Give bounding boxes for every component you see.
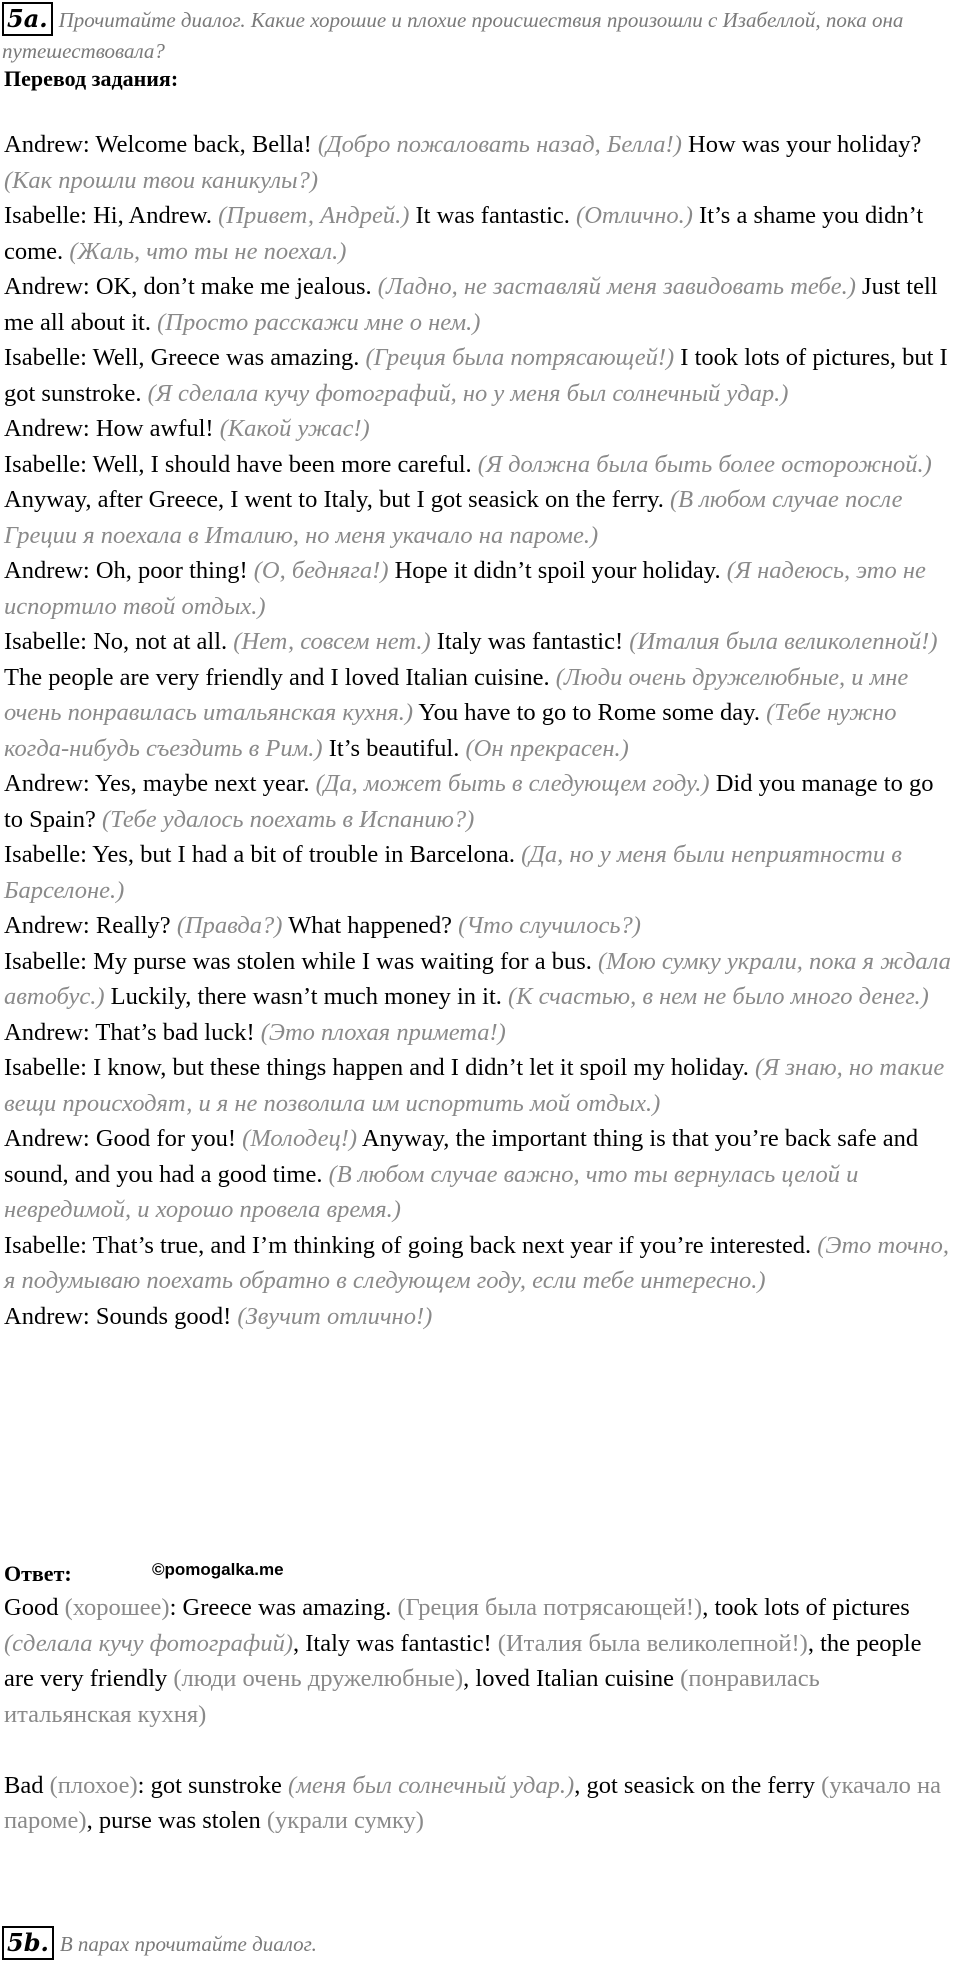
dialog-line: [4, 269, 952, 340]
english-text: Andrew: Oh, poor thing!: [4, 557, 254, 584]
answer-bad-paragraph: [4, 1768, 952, 1839]
dialog-line: [4, 944, 952, 1015]
english-text: Italy was fantastic!: [430, 628, 630, 655]
task-5a-header: [2, 2, 952, 66]
russian-translation: (Он прекрасен.): [465, 734, 629, 762]
russian-translation: (В любом случае важно, что ты вернулась целой и невредимой, и хорошо провела время.): [4, 1160, 859, 1223]
english-text: Isabelle: I know, but these things happen and I didn’t let it spoil my holiday.: [4, 1054, 755, 1081]
task-number-badge: 5a.: [2, 2, 53, 36]
russian-translation: (Да, но у меня были неприятности в Барселоне.): [4, 841, 902, 904]
english-text: It’s beautiful.: [322, 734, 466, 762]
russian-translation: (Греция была потрясающей!): [365, 344, 675, 371]
english-text: Isabelle: My purse was stolen while I was waiting for a bus.: [4, 947, 598, 975]
russian-translation: (Тебе удалось поехать в Испанию?): [102, 805, 475, 833]
russian-translation: (Италия была великолепной!): [497, 1629, 808, 1657]
english-text: : got sunstroke: [137, 1771, 289, 1799]
russian-translation: (Греция была потрясающей!): [397, 1594, 703, 1621]
english-text: Andrew: That’s bad luck!: [4, 1018, 261, 1046]
russian-translation: (Это точно, я подумываю поехать обратно в следующем году, если тебе интересно.): [4, 1231, 950, 1294]
english-text: Andrew: Sounds good!: [4, 1302, 238, 1330]
russian-translation: (Добро пожаловать назад, Белла!): [317, 131, 682, 158]
dialog-line: [4, 447, 952, 554]
answer-heading: Ответ:: [4, 1561, 72, 1586]
english-text: Luckily, there wasn’t much money in it.: [104, 983, 509, 1010]
english-text: Anyway, the important thing is that you’re back safe and sound, and you had a good time.: [4, 1125, 919, 1188]
english-text: I took lots of pictures, but I got sunstroke.: [4, 344, 948, 407]
english-text: How was your holiday?: [681, 131, 922, 158]
russian-translation: (плохое): [49, 1771, 138, 1799]
dialog-line: [4, 1121, 952, 1228]
watermark: ©pomogalka.me: [152, 1560, 284, 1579]
russian-translation: (сделала кучу фотографий): [4, 1629, 293, 1657]
dialog-line: [4, 411, 952, 447]
dialog-line: [4, 1228, 952, 1299]
russian-translation: (люди очень дружелюбные): [173, 1665, 464, 1692]
english-text: : Greece was amazing.: [169, 1594, 398, 1621]
russian-translation: (Я знаю, но такие вещи происходят, и я не позволила им испортить мой отдых.): [4, 1054, 945, 1117]
answer-spacer: [4, 1732, 952, 1768]
russian-translation: (Какой ужас!): [219, 415, 370, 442]
english-text: Andrew: Yes, maybe next year.: [4, 770, 316, 797]
dialog-line: [4, 624, 952, 766]
english-text: Isabelle: Hi, Andrew.: [4, 202, 219, 229]
russian-translation: (Жаль, что ты не поехал.): [69, 237, 347, 265]
russian-translation: (Отлично.): [576, 202, 693, 229]
task-instruction: Прочитайте диалог. Какие хорошие и плохие происшествия произошли с Изабеллой, пока она путешествовала?: [2, 8, 904, 63]
russian-translation: (Правда?): [176, 912, 283, 939]
russian-translation: (Ладно, не заставляй меня завидовать тебе.): [377, 273, 856, 300]
english-text: Andrew: OK, don’t make me jealous.: [4, 273, 378, 300]
dialog-line: [4, 1015, 952, 1051]
russian-translation: (Просто расскажи мне о нем.): [157, 308, 481, 336]
english-text: , the people are very friendly: [4, 1629, 922, 1692]
russian-translation: (Италия была великолепной!): [629, 628, 938, 655]
english-text: Andrew: Welcome back, Bella!: [4, 131, 318, 158]
task-5b-header: [2, 1926, 317, 1960]
task-number-badge: 5b.: [2, 1926, 54, 1960]
russian-translation: (Звучит отлично!): [237, 1302, 433, 1330]
english-text: The people are very friendly and I loved Italian cuisine.: [4, 663, 556, 691]
russian-translation: (К счастью, в нем не было много денег.): [508, 983, 929, 1010]
english-text: Bad: [4, 1771, 50, 1799]
english-text: , loved Italian cuisine: [463, 1665, 681, 1692]
dialog-line: [4, 837, 952, 908]
dialog-line: [4, 1050, 952, 1121]
russian-translation: (Люди очень дружелюбные, и мне очень понравилась итальянская кухня.): [4, 663, 909, 726]
english-text: You have to go to Rome some day.: [413, 699, 767, 726]
dialog-line: [4, 1299, 952, 1335]
russian-translation: (хорошее): [64, 1594, 170, 1621]
russian-translation: (В любом случае после Греции я поехала в Италию, но меня укачало на пароме.): [4, 486, 903, 549]
english-text: Did you manage to go to Spain?: [4, 770, 934, 833]
english-text: Andrew: Really?: [4, 912, 177, 939]
russian-translation: (Как прошли твои каникулы?): [4, 166, 319, 194]
russian-translation: (понравилась итальянская кухня): [4, 1665, 820, 1728]
russian-translation: (Тебе нужно когда-нибудь съездить в Рим.): [4, 699, 897, 762]
english-text: , got seasick on the ferry: [574, 1771, 822, 1799]
dialog-line: [4, 553, 952, 624]
english-text: Isabelle: Well, I should have been more careful.: [4, 450, 478, 478]
dialog-transcript: [4, 127, 952, 1334]
dialog-line: [4, 340, 952, 411]
russian-translation: (О, бедняга!): [253, 557, 389, 584]
english-text: Isabelle: No, not at all.: [4, 628, 234, 655]
russian-translation: (Я сделала кучу фотографий, но у меня был солнечный удар.): [147, 379, 789, 407]
dialog-line: [4, 766, 952, 837]
russian-translation: (Я должна была быть более осторожной.): [477, 450, 932, 478]
russian-translation: (украли сумку): [266, 1807, 424, 1834]
russian-translation: (Да, может быть в следующем году.): [315, 770, 710, 797]
russian-translation: (укачало на пароме): [4, 1771, 941, 1834]
english-text: Good: [4, 1594, 65, 1621]
english-text: Isabelle: That’s true, and I’m thinking of going back next year if you’re interested.: [4, 1231, 818, 1259]
english-text: , took lots of pictures: [702, 1594, 910, 1621]
english-text: Andrew: How awful!: [4, 415, 220, 442]
russian-translation: (Нет, совсем нет.): [233, 628, 431, 655]
dialog-line: [4, 908, 952, 944]
english-text: What happened?: [282, 912, 459, 939]
english-text: Anyway, after Greece, I went to Italy, but I got seasick on the ferry.: [4, 486, 670, 513]
english-text: Isabelle: Yes, but I had a bit of trouble in Barcelona.: [4, 841, 522, 868]
russian-translation: (Я надеюсь, это не испортило твой отдых.): [4, 557, 926, 620]
dialog-line: [4, 127, 952, 198]
answer-block: [4, 1590, 952, 1839]
russian-translation: (меня был солнечный удар.): [288, 1771, 575, 1799]
english-text: Hope it didn’t spoil your holiday.: [388, 557, 727, 584]
answer-good-paragraph: [4, 1590, 952, 1732]
english-text: It’s a shame you didn’t come.: [4, 202, 924, 265]
english-text: Just tell me all about it.: [4, 273, 938, 336]
russian-translation: (Это плохая примета!): [260, 1018, 506, 1046]
english-text: Isabelle: Well, Greece was amazing.: [4, 344, 366, 371]
russian-translation: (Привет, Андрей.): [218, 202, 410, 229]
english-text: Andrew: Good for you!: [4, 1125, 243, 1152]
translation-heading: Перевод задания:: [4, 66, 179, 91]
dialog-line: [4, 198, 952, 269]
english-text: , Italy was fantastic!: [292, 1629, 498, 1657]
english-text: , purse was stolen: [86, 1807, 267, 1834]
english-text: It was fantastic.: [409, 202, 577, 229]
russian-translation: (Мою сумку украли, пока я ждала автобус.): [4, 947, 951, 1010]
russian-translation: (Молодец!): [242, 1125, 358, 1152]
task-instruction: В парах прочитайте диалог.: [59, 1932, 317, 1956]
russian-translation: (Что случилось?): [458, 912, 641, 939]
